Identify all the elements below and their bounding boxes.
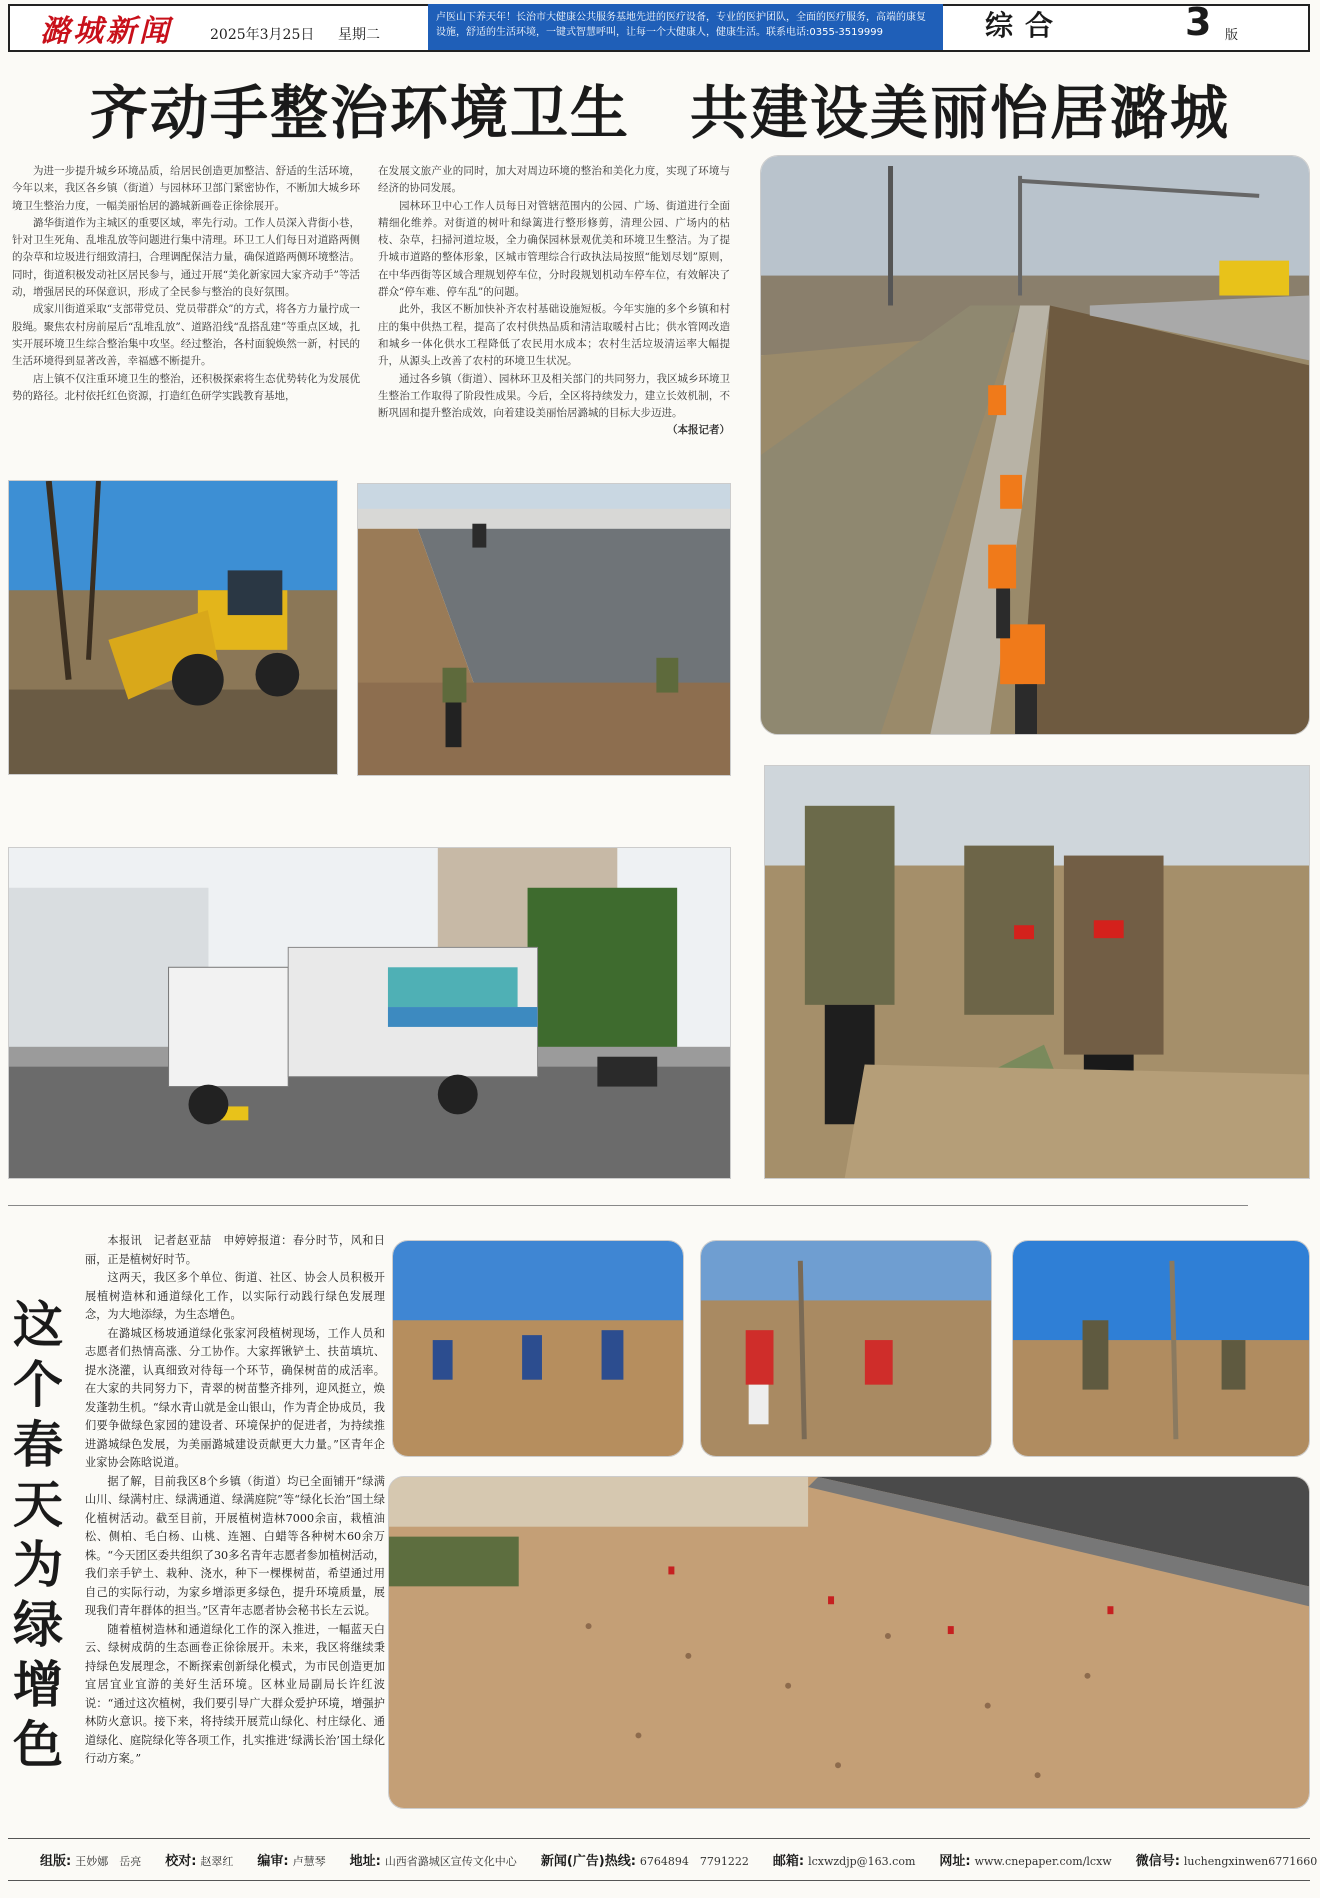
paragraph: 园林环卫中心工作人员每日对管辖范围内的公园、广场、街道进行全面精细化维养。对街道的树叶和绿篱进行整形修剪，清理公园、广场内的枯枝、杂草，扫掃河道垃圾，全力确保园林景观优美和环境卫生整洁。为了提升城市道路的整体形象，区城市管理综合行政执法局按照“能划尽划”原则，在中华西街等区域合理规划停车位，分时段规划机动车停车位，有效解决了群众“停车难、停车乱”的问题。: [378, 199, 730, 299]
footer-email[interactable]: lcxwzdjp@163.com: [808, 1855, 916, 1868]
footer-label: 组版:: [40, 1854, 72, 1869]
paragraph: 在发展文旅产业的同时，加大对周边环境的整治和美化力度，实现了环境与经济的协同发展。: [378, 165, 730, 195]
issue-weekday: 星期二: [338, 27, 380, 43]
newspaper-logo: 潞城新闻: [40, 14, 172, 49]
footer-label: 地址:: [349, 1854, 381, 1869]
footer-hotline: 6764894 7791222: [639, 1855, 749, 1868]
section-name: 综合: [985, 9, 1066, 42]
paragraph: 本报讯 记者赵亚喆 申婷婷报道：春分时节，风和日丽，正是植树好时节。: [85, 1234, 385, 1266]
section-divider: [8, 1205, 1248, 1206]
planting-illustration: [701, 1241, 991, 1456]
paragraph: 为进一步提升城乡环境品质，给居民创造更加整洁、舒适的生活环境，今年以来，我区各乡镇（街道）与园林环卫部门紧密协作，不断加大城乡环境卫生整治力度，一幅美丽怡居的潞城新画卷正徐徐展开。: [12, 165, 360, 212]
footer-chief-editor: 卢慧琴: [292, 1855, 326, 1868]
paragraph: 据了解，目前我区8个乡镇（街道）均已全面铺开“绿满山川、绿满村庄、绿满通道、绿满庭院”等“绿化长治”国土绿化植树活动。截至目前，开展植树造林7000余亩，栽植油松、侧柏、毛白杨、山桃、连翘、白蜡等各种树木60余万株。“今天团区委共组织了30多名青年志愿者参加植树活动，我们亲手铲土、栽种、浇水，种下一棵棵树苗，希望通过用自己的实际行动，为家乡增添更多绿色，提升环境质量，展现我们青年群体的担当。”区青年志愿者协会秘书长左云说。: [85, 1474, 385, 1617]
photo-tree-planting-2[interactable]: [700, 1240, 992, 1457]
paragraph: 在潞城区杨坡通道绿化张家河段植树现场，工作人员和志愿者们热情高涨、分工协作。大家挥锹铲土、扶苗填坑、提水浇灌，认真细致对待每一个环节，确保树苗的成活率。在大家的共同努力下，青翠的树苗整齐排列，迎风挺立，焕发蓬勃生机。“绿水青山就是金山银山，作为青企协成员，我们要争做绿色家园的建设者、环境保护的促进者，为持续推进潞城绿色发展，为美丽潞城建设贡献更大力量。”区青年企业家协会陈晗说道。: [85, 1326, 385, 1469]
footer-website[interactable]: www.cnepaper.com/lcxw: [974, 1855, 1112, 1868]
footer-proofreader: 赵翠红: [200, 1855, 234, 1868]
photo-aerial-planting-site[interactable]: [388, 1476, 1310, 1809]
article-column-3: [85, 1232, 385, 1817]
aerial-illustration: [389, 1477, 1309, 1808]
footer-address: 山西省潞城区宣传文化中心: [384, 1855, 517, 1868]
paragraph: 潞华街道作为主城区的重要区域，率先行动。工作人员深入背街小巷，针对卫生死角、乱堆乱放等问题进行集中清理。环卫工人们每日对道路两侧的杂草和垃圾进行细致清扫，合理调配保洁力量，确保道路两侧环境整洁。同时，街道积极发动社区居民参与，通过开展“美化新家园大家齐动手”等活动，增强居民的环保意识，形成了全民参与整治的良好氛围。: [12, 216, 360, 299]
photo-slope-cleanup[interactable]: [357, 483, 731, 776]
roadside-illustration: [761, 156, 1309, 734]
paragraph: 此外，我区不断加快补齐农村基础设施短板。今年实施的多个乡镇和村庄的集中供热工程，提高了农村供热品质和清洁取暖村占比；供水管网改造和城乡一体化供水工程降低了农民用水成本；农村生活垃圾清运率大幅提升，从源头上改善了农村的环境卫生状况。: [378, 303, 730, 368]
byline: （本报记者）: [667, 424, 730, 437]
issue-date: 2025年3月25日: [210, 27, 315, 43]
footer: [40, 1850, 1318, 1869]
article-column-1: [12, 163, 360, 448]
planting-illustration: [1013, 1241, 1309, 1456]
photo-roadside-cleanup[interactable]: [760, 155, 1310, 735]
photo-tree-planting-1[interactable]: [392, 1240, 684, 1457]
ad-banner[interactable]: 卢医山下养天年！长治市大健康公共服务基地先进的医疗设备，专业的医护团队，全面的医疗服务，高端的康复设施，舒适的生活环境，一键式智慧呼叫，让每一个大健康人，健康生活。联系电话:0355-3519999: [428, 4, 943, 50]
loader-illustration: [9, 481, 337, 774]
main-headline: 齐动手整治环境卫生 共建设美丽怡居潞城: [89, 79, 1230, 147]
footer-label: 邮箱:: [772, 1854, 805, 1869]
footer-wechat: luchengxinwen6771660: [1183, 1855, 1318, 1868]
paragraph: 通过各乡镇（街道）、园林环卫及相关部门的共同努力，我区城乡环境卫生整治工作取得了阶段性成果。今后，全区将持续发力，建立长效机制，不断巩固和提升整治成效，向着建设美丽怡居潞城的目标大步迈进。: [378, 372, 730, 420]
volunteers-illustration: [765, 766, 1309, 1178]
photo-street-sweeper[interactable]: [8, 847, 731, 1179]
page-suffix: 版: [1225, 28, 1239, 43]
footer-label: 校对:: [165, 1854, 197, 1869]
paragraph: 随着植树造林和通道绿化工作的深入推进，一幅蓝天白云、绿树成荫的生态画卷正徐徐展开。未来，我区将继续秉持绿色发展理念，不断探索创新绿化模式，为市民创造更加宜居宜业宜游的美好生活环境。区林业局副局长许红波说：“通过这次植树，我们要引导广大群众爱护环境，增强护林防火意识。接下来，将持续开展荒山绿化、村庄绿化、通道绿化、庭院绿化等各项工作，扎实推进‘绿满长治’国土绿化行动方案。”: [85, 1622, 385, 1765]
photo-volunteers-bagging[interactable]: [764, 765, 1310, 1179]
sweeper-illustration: [9, 848, 730, 1178]
paragraph: 这两天，我区多个单位、街道、社区、协会人员积极开展植树造林和通道绿化工作，以实际行动践行绿色发展理念，为大地添绿，为生态增色。: [85, 1271, 385, 1321]
article-subhead: 这个春天为绿增色: [13, 1296, 63, 1774]
photo-loader-cleanup[interactable]: [8, 480, 338, 775]
footer-label: 微信号:: [1135, 1854, 1180, 1869]
footer-label: 新闻(广告)热线:: [540, 1854, 636, 1869]
slope-illustration: [358, 484, 730, 775]
page-number: 3: [1185, 0, 1212, 44]
footer-rule: [8, 1838, 1310, 1839]
article-column-2: [378, 163, 730, 453]
footer-label: 网址:: [939, 1854, 971, 1869]
footer-label: 编审:: [257, 1854, 289, 1869]
paragraph: 成家川街道采取“支部带党员、党员带群众”的方式，将各方力量拧成一股绳。聚焦农村房前屋后“乱堆乱放”、道路沿线“乱搭乱建”等重点区域，扎实开展环境卫生综合整治集中攻坚。经过整治，各村面貌焕然一新，村民的生活环境得到显著改善，幸福感不断提升。: [12, 303, 360, 368]
footer-rule-bottom: [8, 1880, 1310, 1881]
footer-editor: 王妙娜 岳亮: [75, 1855, 142, 1868]
photo-tree-planting-3[interactable]: [1012, 1240, 1310, 1457]
paragraph: 店上镇不仅注重环境卫生的整治，还积极探索将生态优势转化为发展优势的路径。北村依托红色资源，打造红色研学实践教育基地，: [12, 372, 360, 402]
planting-illustration: [393, 1241, 683, 1456]
